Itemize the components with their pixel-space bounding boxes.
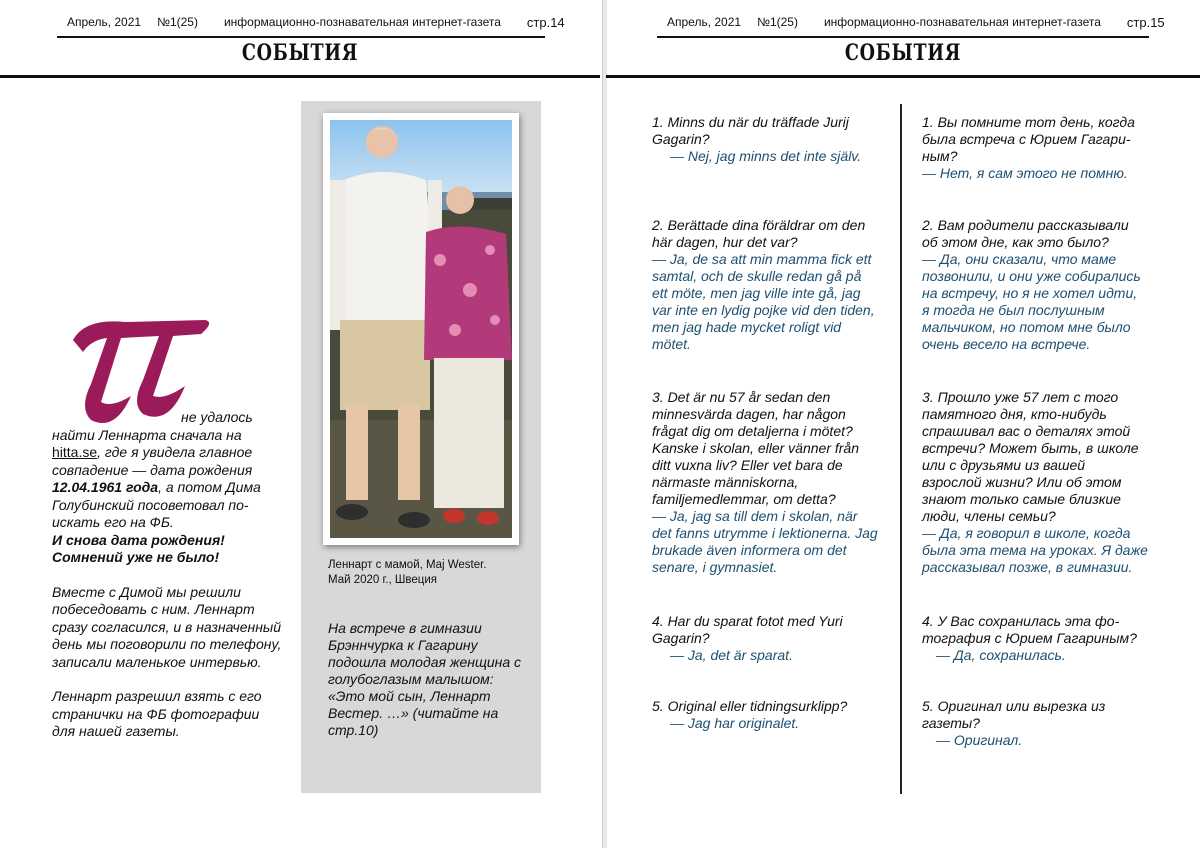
lead-first-line: не удалось	[181, 409, 253, 425]
lead-text: найти Леннарта сначала на	[52, 426, 242, 443]
page-header	[657, 8, 1165, 38]
lead-emphasis: И снова дата рождения! Сомнений уже не было!	[52, 531, 225, 565]
question: 1. Minns du när du träffade Jurij Gagarin?	[652, 114, 849, 147]
header-issue: №1(25)	[157, 15, 198, 29]
photo-lennart-and-mother	[330, 120, 512, 538]
article-body	[52, 409, 282, 741]
question: 5. Оригинал или вырезка из газеты?	[922, 698, 1106, 731]
question: 5. Original eller tidningsurklipp?	[652, 698, 848, 714]
qa-item	[652, 217, 880, 353]
qa-item	[922, 217, 1148, 353]
qa-item	[922, 114, 1148, 182]
qa-item	[922, 613, 1148, 664]
qa-item	[652, 698, 880, 732]
column-divider	[900, 104, 902, 794]
answer: — Да, сохранилась.	[936, 647, 1066, 663]
lead-text: , а потом Дима Голубинский посоветовал поискать его на ФБ.	[52, 479, 261, 530]
photo-frame	[323, 113, 519, 545]
header-paper-title: информационно-познавательная интернет-газета	[223, 15, 501, 29]
lead-text: , где я увидела главное совпадение — дата рождения	[52, 444, 253, 478]
qa-item	[652, 114, 880, 165]
qa-item	[652, 613, 880, 664]
header-page-number: стр.14	[526, 14, 565, 30]
answer: — Ja, jag sa till dem i skolan, när det fanns utrymme i lektionerna. Jag brukade även informera om det senare, i gymnasiet.	[652, 508, 878, 575]
section-title: СОБЫТИЯ	[844, 40, 962, 66]
question: 1. Вы помните тот день, когда была встреча с Юрием Гагариным?	[922, 114, 1135, 164]
qa-item	[652, 389, 880, 576]
caption-line: Леннарт с мамой, Maj Wester.	[328, 559, 487, 571]
answer: — Ja, det är sparat.	[670, 647, 793, 663]
header-page-number: стр.15	[1126, 14, 1165, 30]
caption-line: Май 2020 г., Швеция	[328, 574, 438, 586]
answer: — Jag har originalet.	[670, 715, 800, 731]
page-header	[57, 8, 565, 38]
sidebar-text: На встрече в гимназии Брэннчурка к Гагарину подошла молодая женщина с голубоглазым малышом: «Это мой сын, Леннарт Вестер. …» (читайте на стр.10)	[328, 620, 522, 738]
answer: — Да, я говорил в школе, когда была эта тема на уроках. Я даже рассказывал позже, в гимназии.	[922, 525, 1148, 575]
question: 4. Har du sparat fotot med Yuri Gagarin?	[652, 613, 843, 646]
lead-paragraph	[52, 409, 282, 532]
paragraph: Леннарт разрешил взять с его странички на ФБ фотографии для нашей газеты.	[52, 688, 262, 739]
qa-item	[922, 698, 1148, 749]
birth-date: 12.04.1961 года	[52, 479, 159, 495]
paragraph: Вместе с Димой мы решили побеседовать с ним. Леннарт сразу согласился, и в назначенный день мы поговорили по телефону, записали маленькое интервью.	[52, 583, 282, 670]
question: 2. Вам родители рассказывали об этом дне, как это было?	[922, 217, 1129, 250]
header-date: Апрель, 2021	[667, 15, 742, 29]
answer: — Оригинал.	[936, 732, 1023, 748]
qa-item	[922, 389, 1148, 576]
answer: — Да, они сказали, что маме позвонили, и они уже собирались на встречу, но я не хотел идти, я тогда не был послушным мальчиком, но потом мне было очень весело на встрече.	[922, 251, 1141, 352]
question: 3. Det är nu 57 år sedan den minnesvärda dagen, har någon frågat dig om detaljerna i mötet? Kanske i skolan, eller vänner från ditt vuxna liv? Eller vet bara de närmaste människorna, familjemedlemmar, om detta?	[652, 389, 859, 507]
header-rule	[606, 75, 1200, 78]
question: 3. Прошло уже 57 лет с того памятного дня, кто-нибудь спрашивал вас о деталях этой встречи? Может быть, в школе или с друзьями из вашей взрослой жизни? Или об этом знают только самые близкие люди, члены семьи?	[922, 389, 1139, 524]
photo-caption	[328, 558, 533, 588]
question: 2. Berättade dina föräldrar om den här dagen, hur det var?	[652, 217, 866, 250]
answer: — Ja, de sa att min mamma fick ett samtal, och de skulle redan gå på ett möte, men jag ville inte gå, jag var inte en lydig pojke vid den tiden, men jag hade mycket roligt vid mötet.	[652, 251, 875, 352]
header-date: Апрель, 2021	[67, 15, 142, 29]
question: 4. У Вас сохранилась эта фотография с Юрием Гагариным?	[922, 613, 1137, 646]
section-title: СОБЫТИЯ	[241, 40, 359, 66]
header-rule	[0, 75, 600, 78]
hitta-link[interactable]: hitta.se	[52, 444, 98, 460]
answer: — Нет, я сам этого не помню.	[922, 165, 1128, 181]
header-issue: №1(25)	[757, 15, 798, 29]
header-paper-title: информационно-познавательная интернет-газета	[823, 15, 1101, 29]
answer: — Nej, jag minns det inte själv.	[670, 148, 862, 164]
